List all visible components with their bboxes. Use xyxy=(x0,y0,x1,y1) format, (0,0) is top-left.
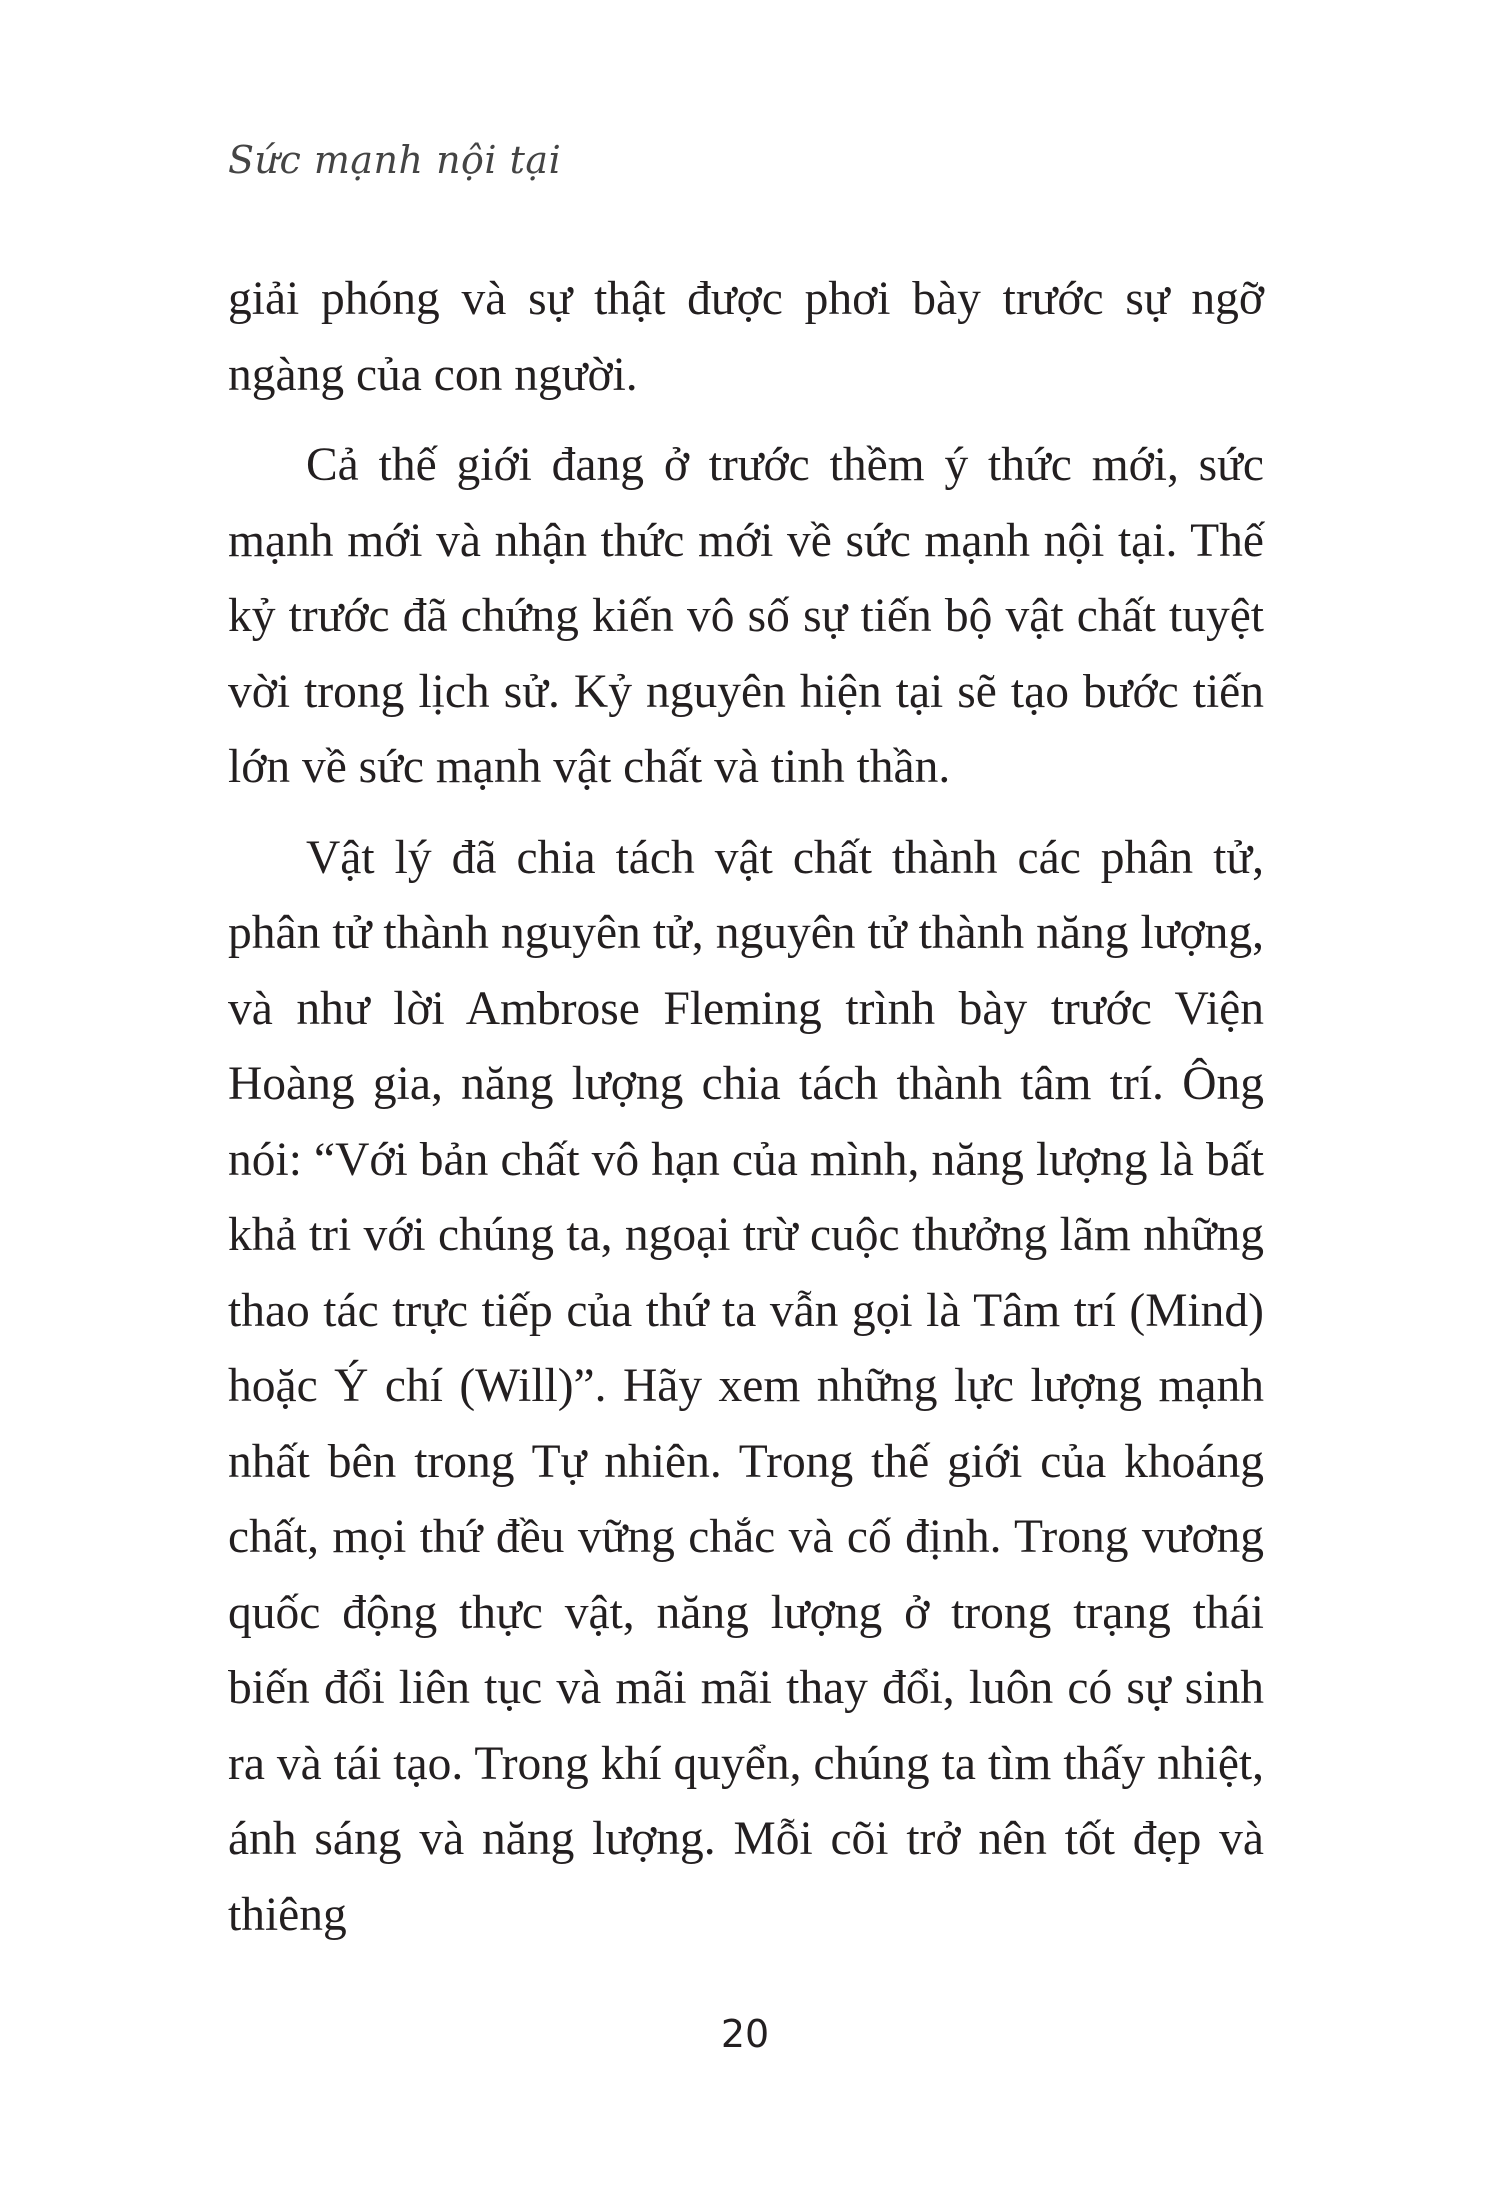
running-header-title: Sức mạnh nội tại xyxy=(228,138,562,182)
page-number: 20 xyxy=(720,2012,770,2056)
paragraph-new-consciousness: Cả thế giới đang ở trước thềm ý thức mới, sức mạnh mới và nhận thức mới về sức mạnh nội tại. Thế kỷ trước đã chứng kiến vô số sự tiến bộ vật chất tuyệt vời trong lịch sử. Kỷ nguyên hiện tại sẽ tạo bước tiến lớn về sức mạnh vật chất và tinh thần. xyxy=(228,439,1264,793)
paragraph-physics: Vật lý đã chia tách vật chất thành các phân tử, phân tử thành nguyên tử, nguyên tử thành năng lượng, và như lời Ambrose Fleming trình bày trước Viện Hoàng gia, năng lượng chia tách thành tâm trí. Ông nói: “Với bản chất vô hạn của mình, năng lượng là bất khả tri với chúng ta, ngoại trừ cuộc thưởng lãm những thao tác trực tiếp của thứ ta vẫn gọi là Tâm trí (Mind) hoặc Ý chí (Will)”. Hãy xem những lực lượng mạnh nhất bên trong Tự nhiên. Trong thế giới của khoáng chất, mọi thứ đều vững chắc và cố định. Trong vương quốc động thực vật, năng lượng ở trong trạng thái biến đổi liên tục và mãi mãi thay đổi, luôn có sự sinh ra và tái tạo. Trong khí quyển, chúng ta tìm thấy nhiệt, ánh sáng và năng lượng. Mỗi cõi trở nên tốt đẹp và thiêng xyxy=(228,831,1264,1941)
paragraph-continuation: giải phóng và sự thật được phơi bày trước sự ngỡ ngàng của con người. xyxy=(228,273,1264,401)
body-text xyxy=(228,262,1264,1953)
